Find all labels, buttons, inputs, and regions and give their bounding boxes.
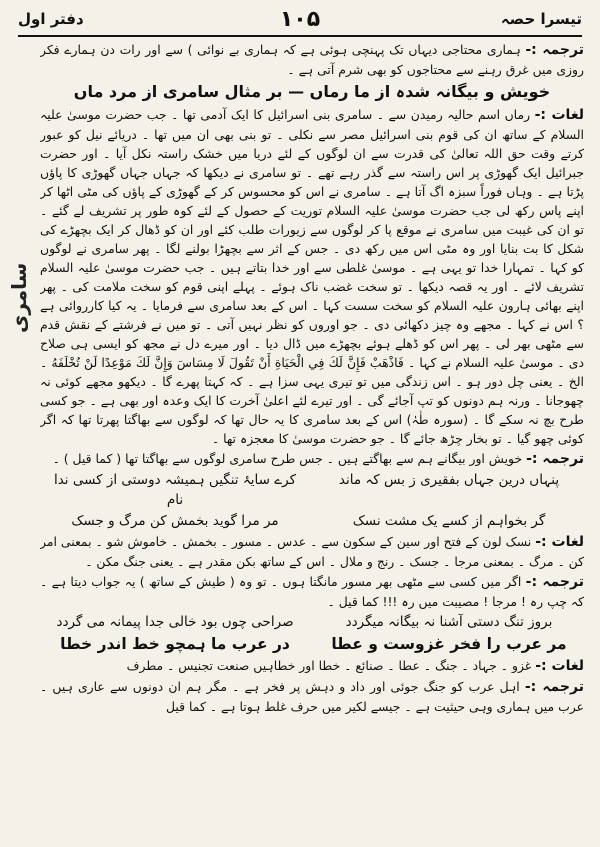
verse-first-hemistich: گر بخواہم از کسے یک مشت نسک	[352, 513, 546, 529]
header-rule	[18, 35, 582, 37]
verse-first-hemistich: مر عرب را فخر غزوست و عطا	[331, 635, 567, 653]
verse-second-hemistich: در عرب ما ہمچو خط اندر خطا	[60, 635, 290, 653]
text-paragraph	[40, 572, 584, 611]
paragraph-label: لغات :-	[535, 534, 584, 550]
paragraph-label: ترجمہ :-	[525, 42, 584, 58]
page-header	[18, 4, 582, 34]
page-content	[40, 40, 584, 841]
header-part-label: تیسرا حصہ	[500, 10, 582, 28]
verse-first-hemistich: پنہاں درین جہاں بفقیری ز بس کہ ماند	[338, 472, 560, 488]
verse-second-hemistich: کرے سایۂ تنگیں ہمیشہ دوستی از کسی ندا نام	[53, 472, 297, 508]
paragraph-label: ترجمہ :-	[526, 451, 584, 467]
verse-couplet	[48, 612, 576, 632]
paragraph-text: غزو ۔ جہاد ۔ جنگ ۔ عطا ۔ صنائع ۔ خطا اور خطاہیں صنعت تجنیس ۔ مطرف	[126, 658, 536, 673]
verse-second-hemistich: صراحی چوں بود خالی جدا پیمانہ می گردد	[56, 614, 294, 630]
verse-couplet	[48, 470, 576, 510]
header-section-label: دفتر اول	[18, 10, 84, 28]
paragraph-label: ترجمہ :-	[524, 679, 584, 695]
paragraph-text: رماں اسم حالیہ رمیدن سے ۔ سامری بنی اسرائیل کا ایک آدمی تھا ۔ جب حضرت موسیٰ علیہ السلام کے ساتھ ان کی قوم بنی اسرائیل مصر سے نکلی ۔ تو بنی بھی ان میں تھا ۔ دریائے نیل کو عبور کرتے وقت حق اللہ تعالیٰ کی قدرت سے ان لوگوں کے لئے دریا میں خشک راستہ نکل آیا ۔ اور حضرت جبرائیل ایک گھوڑی پر اس راستہ سے گذر رہے تھے ۔ تو سامری نے دیکھا کہ جہاں جہاں گھوڑی کا پاؤں پڑتا ہے ۔ وہاں فوراً سبزہ اگ آتا ہے ۔ سامری نے اس کو محسوس کر کے گھوڑی کے پاؤں کی مٹی اٹھا کر اپنے پاس رکھ لی جب حضرت موسیٰ علیہ السلام توریت کے حصول کے لئے کوہ طور پر تشریف لے گئے ۔ تو ان کی غیبت میں سامری نے موقع پا کر لوگوں سے زیورات طلب کئے اور ان کو ڈھال کر ایک بچھڑے کی شکل کا بت بنایا اور وہ مٹی اس میں رکھ دی ۔ جس کے اثر سے بچھڑا بولنے لگا ۔ پھر سامری نے لوگوں کو کہا ۔ تمہارا خدا تو یہی ہے ۔ موسیٰ غلطی سے اور خدا بتاتے ہیں ۔ جب حضرت موسیٰ علیہ السلام تشریف لائے ۔ اور یہ قصہ دیکھا ۔ تو سخت غضب ناک ہوئے ۔ پہلے اپنی قوم کو سخت ملامت کی ۔ پھر اپنے بھائی ہارون علیہ السلام کو سخت سست کہا ۔ اس کے بعد سامری سے فرمایا ۔ یہ کیا کارروائی ہے ؟ اس نے کہا ۔ مجھے وہ چیز دکھائی دی ۔ جو اوروں کو نظر نہیں آتی ۔ تو میں نے فرشتے کے نقش قدم سے مٹھی بھر لی ۔ پھر اس کو ڈھلے ہوئے بچھڑے میں ڈال دیا ۔ اور میرے دل نے مجھ کو ایسی ہی صلاح دی ۔ موسیٰ علیہ السلام نے کہا ۔ فَاذْهَبْ فَإِنَّ لَكَ فِي الْحَيَاةِ أَنْ تَقُولَ لَا مِسَاسَ وَإِنَّ لَكَ مَوْعِدًا لَنْ تُخْلَفَهُ ۔ الخ ۔ یعنی چل دور ہو ۔ اس زندگی میں تو تیری یہی سزا ہے ۔ کہ کہتا پھرے گا ۔ دیکھو مجھے کوئی نہ چھوجانا ۔ ورنہ ہم دونوں کو تپ آجائے گی ۔ اور تیرے لئے اعلیٰ آخرت کا ایک وعدہ اور بھی ہے ۔ جو کسی طرح بچ نہ سکے گا ۔ (سورہ طٰہٰ) اس کے بعد سامری کا یہ حال تھا کہ لوگوں سے بھاگتا پھرتا تھا کہ اگر کوئی چھو گیا ۔ تو بخار چڑھ جائے گا ۔ جو حضرت موسیٰ کا معجزہ تھا ۔	[40, 107, 584, 446]
paragraph-text: اگر میں کسی سے مٹھی بھر مسور مانگتا ہوں ۔ تو وہ ( طیش کے ساتھ ) یہ جواب دیتا ہے ۔ کہ چپ رہ ! مرجا ! مصیبت میں رہ !!! کما قیل ۔	[40, 574, 584, 609]
text-paragraph	[40, 532, 584, 571]
paragraph-text: نسک لون کے فتح اور سین کے سکون سے ۔ عدس ۔ مسور ۔ بخمش ۔ خاموش شو ۔ بمعنی امر کن ۔ مرگ ۔ بمعنی مرجا ۔ جسک ۔ رنج و ملال ۔ اس کے ساتھ بکن مقدر ہے ۔ یعنی جنگ مکن ۔	[40, 534, 584, 569]
verse-heading: خویش و بیگانہ شدہ از ما رماں — بر مثال سامری از مرد ماں	[73, 82, 551, 101]
page-number: ۱۰۵	[279, 6, 321, 32]
text-paragraph	[40, 449, 584, 469]
text-paragraph	[40, 40, 584, 79]
text-paragraph	[40, 677, 584, 716]
paragraph-label: لغات :-	[534, 107, 584, 123]
margin-note: سامری	[7, 262, 31, 334]
paragraph-label: ترجمہ :-	[525, 574, 584, 590]
paragraph-text: ہماری محتاجی دیہاں تک پہنچی ہوئی ہے کہ ہماری بے نوائی ) سے اور رات دن ہمارے فکر روزی میں غرق رہنے سے محتاجوں کو بھی شرم آتی ہے ۔	[40, 42, 584, 77]
verse-couplet	[48, 633, 576, 655]
verse-second-hemistich: مر مرا گوید بخمش کن مرگ و جسک	[71, 513, 279, 529]
paragraph-text: خویش اور بیگانے ہم سے بھاگتے ہیں ۔ جس طرح سامری لوگوں سے بھاگتا تھا ( کما قیل ) ۔	[52, 451, 527, 466]
text-paragraph	[40, 105, 584, 448]
paragraph-text: اہل عرب کو جنگ جوئی اور داد و دہش پر فخر ہے ۔ مگر ہم ان دونوں سے عاری ہیں ۔ عرب میں ہماری وہی حیثیت ہے ۔ جیسے لکیر میں حرف غلط ہوتا ہے ۔ کما قیل	[40, 679, 584, 714]
paragraph-label: لغات :-	[535, 658, 584, 674]
verse-first-hemistich: بروز تنگ دستی آشنا نہ بیگانہ میگردد	[345, 614, 553, 630]
verse-couplet	[48, 511, 576, 531]
text-paragraph	[40, 656, 584, 676]
